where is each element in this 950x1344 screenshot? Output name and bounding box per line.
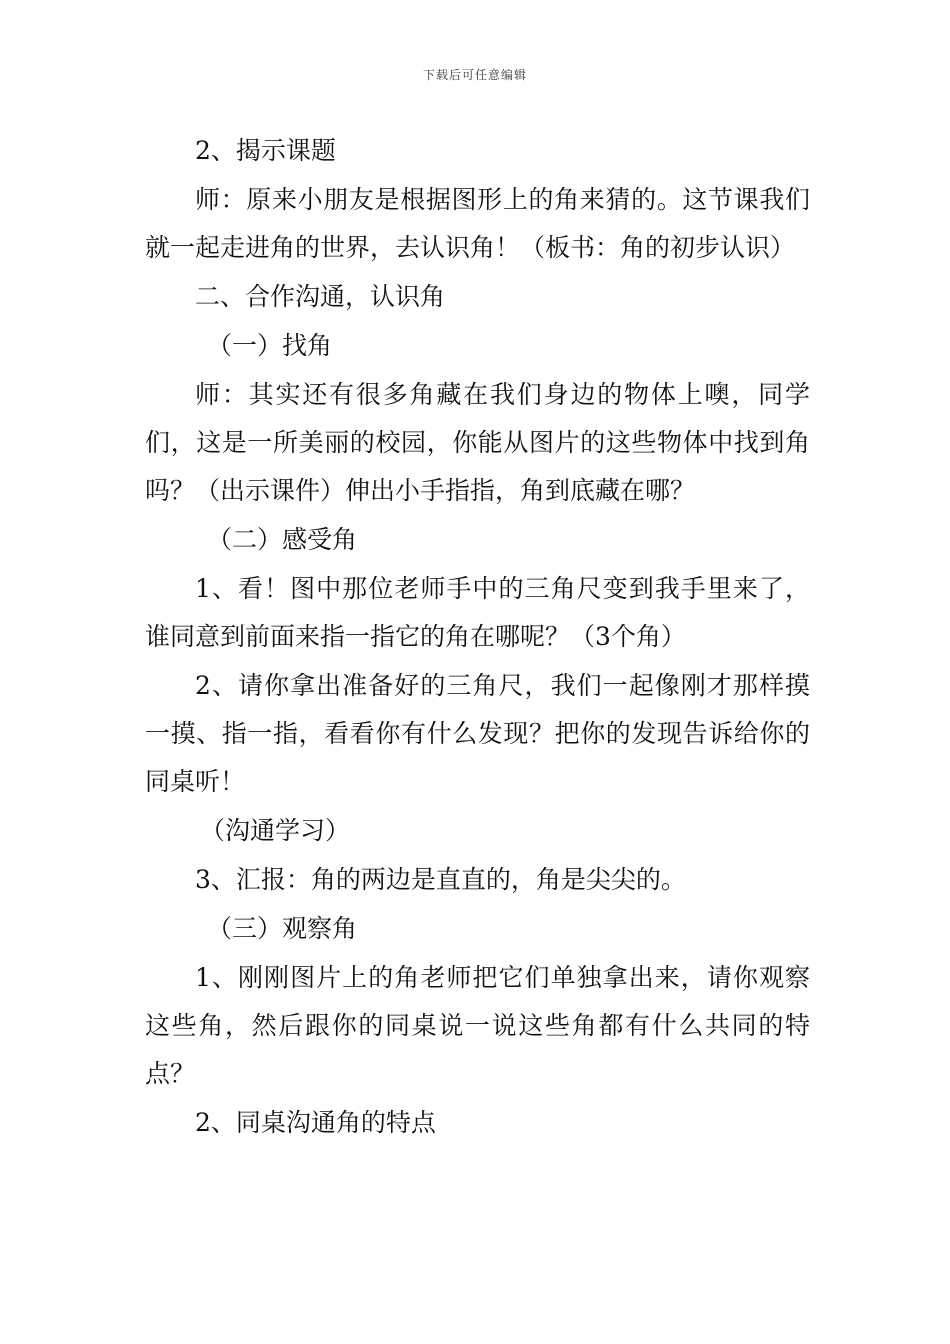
subsection-heading: （三）观察角: [207, 914, 358, 943]
paragraph: 2、同桌沟通角的特点: [195, 1108, 436, 1137]
page-header: 下载后可任意编辑: [422, 68, 527, 82]
paragraph: 1、刚刚图片上的角老师把它们单独拿出来，请你观察这些角，然后跟你的同桌说一说这些角都有什么共同的特点？: [145, 963, 810, 1088]
paragraph: 3、汇报：角的两边是直直的，角是尖尖的。: [195, 865, 686, 894]
section-heading: 二、合作沟通，认识角: [195, 282, 446, 311]
paragraph: 2、揭示课题: [195, 136, 336, 165]
paragraph: 师：原来小朋友是根据图形上的角来猜的。这节课我们就一起走进角的世界，去认识角！（板书：角的初步认识）: [145, 185, 810, 262]
paragraph: 1、看！图中那位老师手中的三角尺变到我手里来了，谁同意到前面来指一指它的角在哪呢？（3个角）: [145, 574, 810, 651]
paragraph: 2、请你拿出准备好的三角尺，我们一起像刚才那样摸一摸、指一指，看看你有什么发现？把你的发现告诉给你的同桌听！: [145, 671, 810, 796]
subsection-heading: （二）感受角: [207, 525, 358, 554]
paragraph: 师：其实还有很多角藏在我们身边的物体上噢，同学们，这是一所美丽的校园，你能从图片的这些物体中找到角吗？（出示课件）伸出小手指指，角到底藏在哪？: [145, 380, 810, 505]
subsection-heading: （一）找角: [207, 331, 333, 360]
document-body: [145, 127, 810, 1148]
paragraph-note: （沟通学习）: [200, 816, 351, 845]
